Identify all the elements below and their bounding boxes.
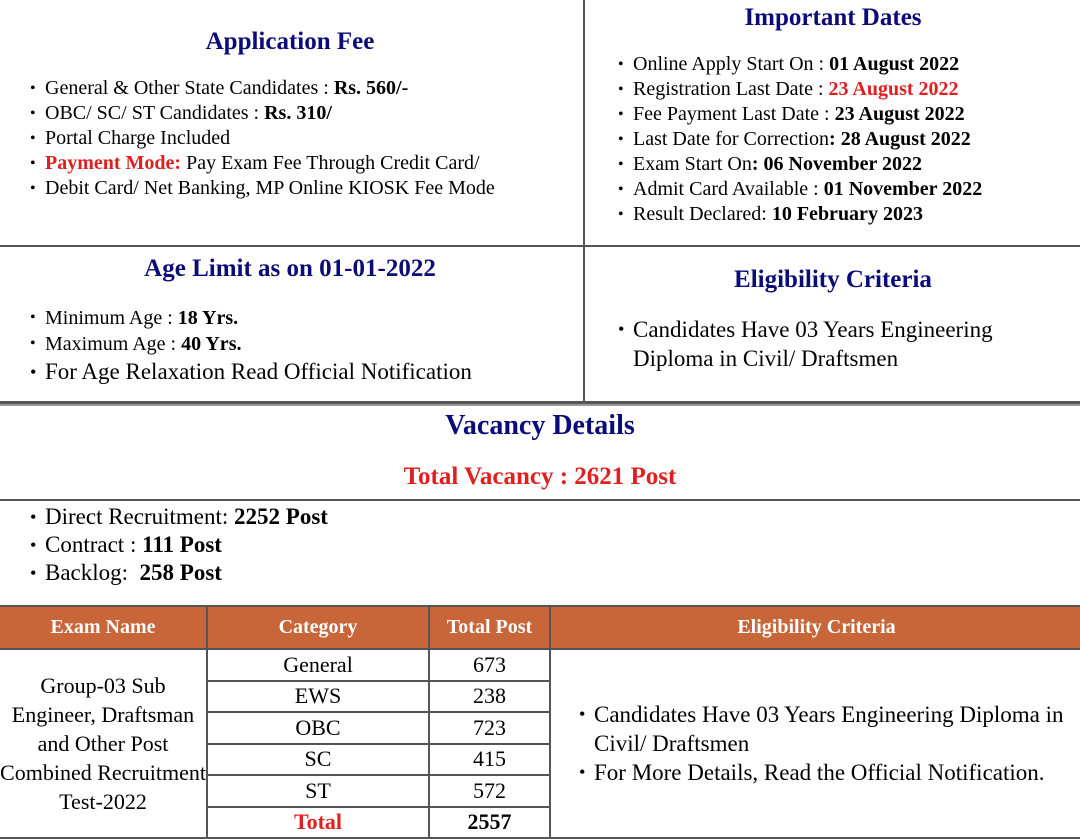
age-limit-list — [29, 305, 472, 387]
date-item: • Last Date for Correction: 28 August 2022 — [617, 127, 982, 152]
date-item: • Fee Payment Last Date : 23 August 2022 — [617, 102, 982, 127]
total-cell: 673 — [429, 649, 550, 681]
total-value-cell: 2557 — [429, 807, 550, 839]
total-label-cell: Total — [207, 807, 429, 839]
total-cell: 415 — [429, 744, 550, 776]
total-cell: 723 — [429, 712, 550, 744]
age-item: • Maximum Age : 40 Yrs. — [29, 331, 472, 357]
category-cell: SC — [207, 744, 429, 776]
header-exam-name: Exam Name — [0, 606, 207, 649]
eligibility-cell — [550, 649, 1080, 838]
important-dates-title: Important Dates — [744, 4, 922, 31]
date-item: • Result Declared: 10 February 2023 — [617, 202, 982, 227]
divider-vertical-top — [583, 0, 585, 246]
age-item: • Minimum Age : 18 Yrs. — [29, 305, 472, 331]
header-category: Category — [207, 606, 429, 649]
eligibility-item: • Candidates Have 03 Years Engineering Diploma in Civil/ Draftsmen — [617, 315, 993, 373]
fee-item: • Payment Mode: Pay Exam Fee Through Credit Card/ — [29, 151, 495, 176]
date-item: • Admit Card Available : 01 November 2022 — [617, 177, 982, 202]
table-eligibility-list — [578, 700, 1080, 787]
fee-item: • Debit Card/ Net Banking, MP Online KIOSK Fee Mode — [29, 176, 495, 201]
vacancy-item: • Direct Recruitment: 2252 Post — [29, 503, 328, 531]
application-fee-list — [29, 76, 495, 201]
table-eligibility-item: • Candidates Have 03 Years Engineering Diploma in Civil/ Draftsmen — [578, 700, 1080, 758]
fee-item: • OBC/ SC/ ST Candidates : Rs. 310/ — [29, 101, 495, 126]
table-row — [0, 649, 1080, 681]
category-cell: OBC — [207, 712, 429, 744]
fee-item: • General & Other State Candidates : Rs. 560/- — [29, 76, 495, 101]
vacancy-list — [29, 503, 328, 587]
important-dates-list — [617, 52, 982, 227]
divider-horizontal-4 — [0, 499, 1080, 501]
date-item: • Exam Start On: 06 November 2022 — [617, 152, 982, 177]
date-item: • Registration Last Date : 23 August 2022 — [617, 77, 982, 102]
vacancy-item: • Backlog: 258 Post — [29, 559, 328, 587]
exam-name-cell: Group-03 Sub Engineer, Draftsman and Other Post Combined Recruitment Test-2022 — [0, 649, 207, 838]
total-cell: 572 — [429, 775, 550, 807]
eligibility-list — [617, 315, 993, 373]
age-limit-title: Age Limit as on 01-01-2022 — [144, 255, 436, 282]
age-item: • For Age Relaxation Read Official Notification — [29, 357, 472, 387]
eligibility-title: Eligibility Criteria — [734, 266, 932, 293]
divider-horizontal-3 — [0, 404, 1080, 406]
total-cell: 238 — [429, 681, 550, 713]
table-header-row — [0, 606, 1080, 649]
category-cell: EWS — [207, 681, 429, 713]
vacancy-table — [0, 605, 1080, 839]
fee-item: • Portal Charge Included — [29, 126, 495, 151]
category-cell: General — [207, 649, 429, 681]
vacancy-title: Vacancy Details — [445, 410, 635, 441]
vacancy-item: • Contract : 111 Post — [29, 531, 328, 559]
header-total-post: Total Post — [429, 606, 550, 649]
total-vacancy: Total Vacancy : 2621 Post — [403, 463, 677, 490]
divider-horizontal-1 — [0, 245, 1080, 247]
header-eligibility: Eligibility Criteria — [550, 606, 1080, 649]
category-cell: ST — [207, 775, 429, 807]
table-eligibility-item: • For More Details, Read the Official Notification. — [578, 758, 1080, 787]
date-item: • Online Apply Start On : 01 August 2022 — [617, 52, 982, 77]
divider-vertical-mid — [583, 246, 585, 402]
application-fee-title: Application Fee — [205, 28, 375, 55]
